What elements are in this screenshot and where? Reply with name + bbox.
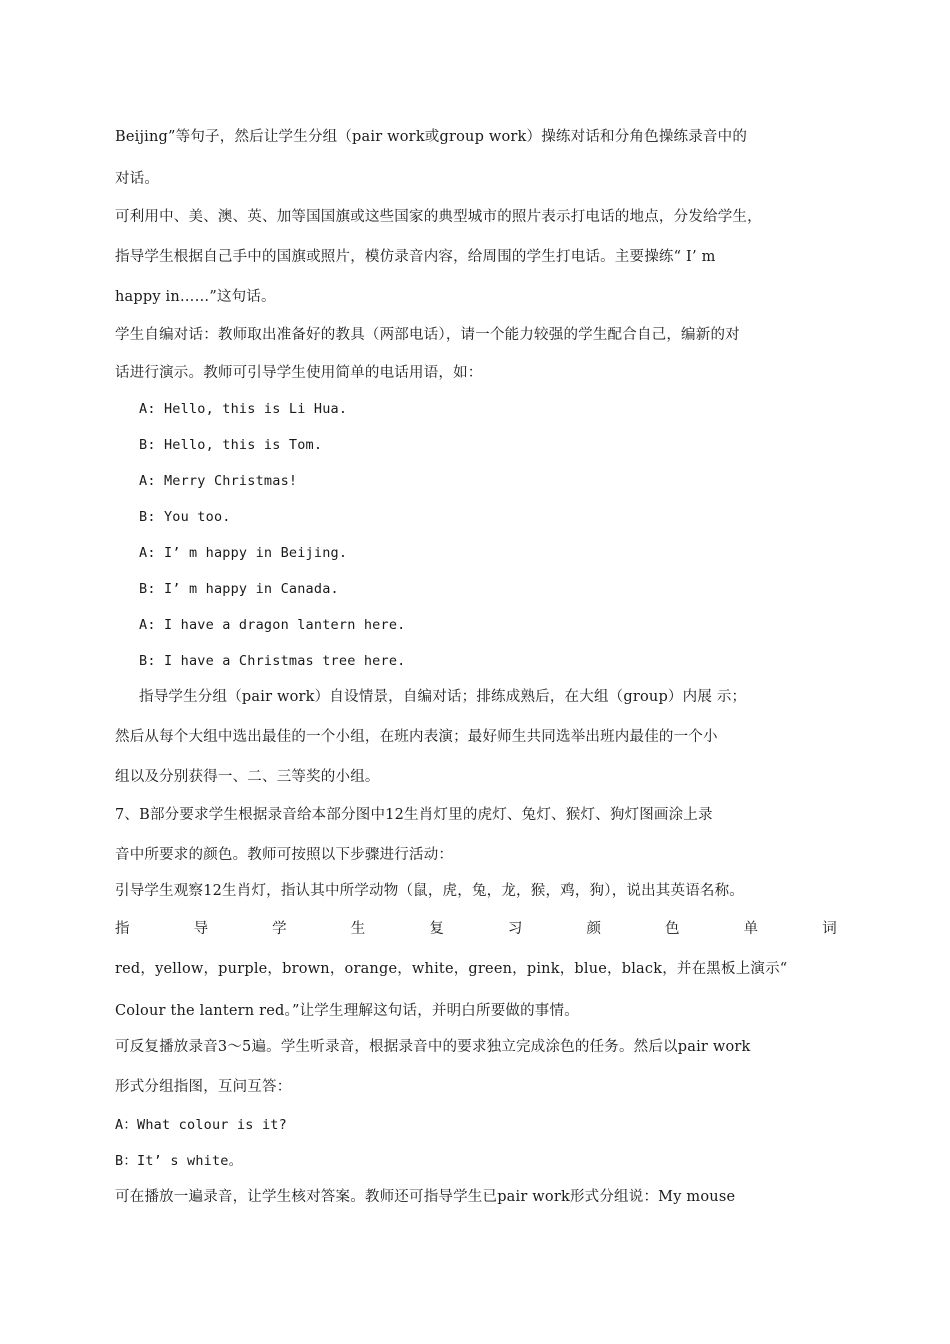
dialog-line: B: Hello, this is Tom. [139,437,323,453]
char: 颜 [586,921,602,937]
text-line: 学生自编对话：教师取出准备好的教具（两部电话），请一个能力较强的学生配合自己，编新的对 [115,327,740,343]
text-line: 音中所要求的颜色。教师可按照以下步骤进行活动： [115,847,454,863]
text-line: 可反复播放录音3～5遍。学生听录音，根据录音中的要求独立完成涂色的任务。然后以pair work [115,1039,751,1055]
text-line: 组以及分别获得一、二、三等奖的小组。 [115,769,380,785]
text-line: happy in……”这句话。 [115,289,276,305]
char: 学 [272,921,287,937]
dialog-line: A: I’ m happy in Beijing. [139,545,348,561]
dialog-line: B: I have a Christmas tree here. [139,653,406,669]
text-line: 对话。 [115,171,160,187]
char: 生 [350,921,366,937]
dialog-line: B: I’ m happy in Canada. [139,581,339,597]
text-line: 形式分组指图，互问互答： [115,1079,292,1095]
text-line: Colour the lantern red。”让学生理解这句话，并明白所要做的事情。 [115,1003,579,1019]
char: 单 [743,921,759,937]
text-line: 引导学生观察12生肖灯，指认其中所学动物（鼠，虎，兔，龙，猴，鸡，狗），说出其英语名称。 [115,883,744,899]
char: 习 [507,921,523,937]
text-line: 指导学生分组（pair work）自设情景，自编对话；排练成熟后，在大组（group）内展 示； [139,689,747,705]
char: 复 [429,921,445,937]
dialog-line: B: You too. [139,509,231,525]
char: 词 [822,921,837,937]
justified-line [115,919,837,939]
text-line: 7、B部分要求学生根据录音给本部分图中12生肖灯里的虎灯、兔灯、猴灯、狗灯图画涂上录 [115,807,713,823]
text-line: 话进行演示。教师可引导学生使用简单的电话用语，如： [115,365,483,381]
char: 指 [115,921,130,937]
text-line: 可利用中、美、澳、英、加等国国旗或这些国家的典型城市的照片表示打电话的地点，分发给学生， [115,209,762,225]
dialog-line: A: I have a dragon lantern here. [139,617,406,633]
text-line: Beijing”等句子，然后让学生分组（pair work或group work）操练对话和分角色操练录音中的 [115,129,748,145]
text-line: 可在播放一遍录音，让学生核对答案。教师还可指导学生已pair work形式分组说：My mouse [115,1189,736,1205]
text-line: 指导学生根据自己手中的国旗或照片，模仿录音内容，给周围的学生打电话。主要操练“ I’ m [115,249,716,265]
text-line: red，yellow，purple，brown，orange，white，green，pink，blue，black，并在黑板上演示“ [115,961,788,977]
dialog-line: B：It’ s white。 [115,1153,243,1169]
dialog-line: A: Hello, this is Li Hua. [139,401,348,417]
text-line: 然后从每个大组中选出最佳的一个小组，在班内表演；最好师生共同选举出班内最佳的一个小 [115,729,718,745]
dialog-line: A：What colour is it? [115,1117,287,1133]
dialog-line: A: Merry Christmas! [139,473,298,489]
char: 导 [193,921,209,937]
char: 色 [665,921,680,937]
